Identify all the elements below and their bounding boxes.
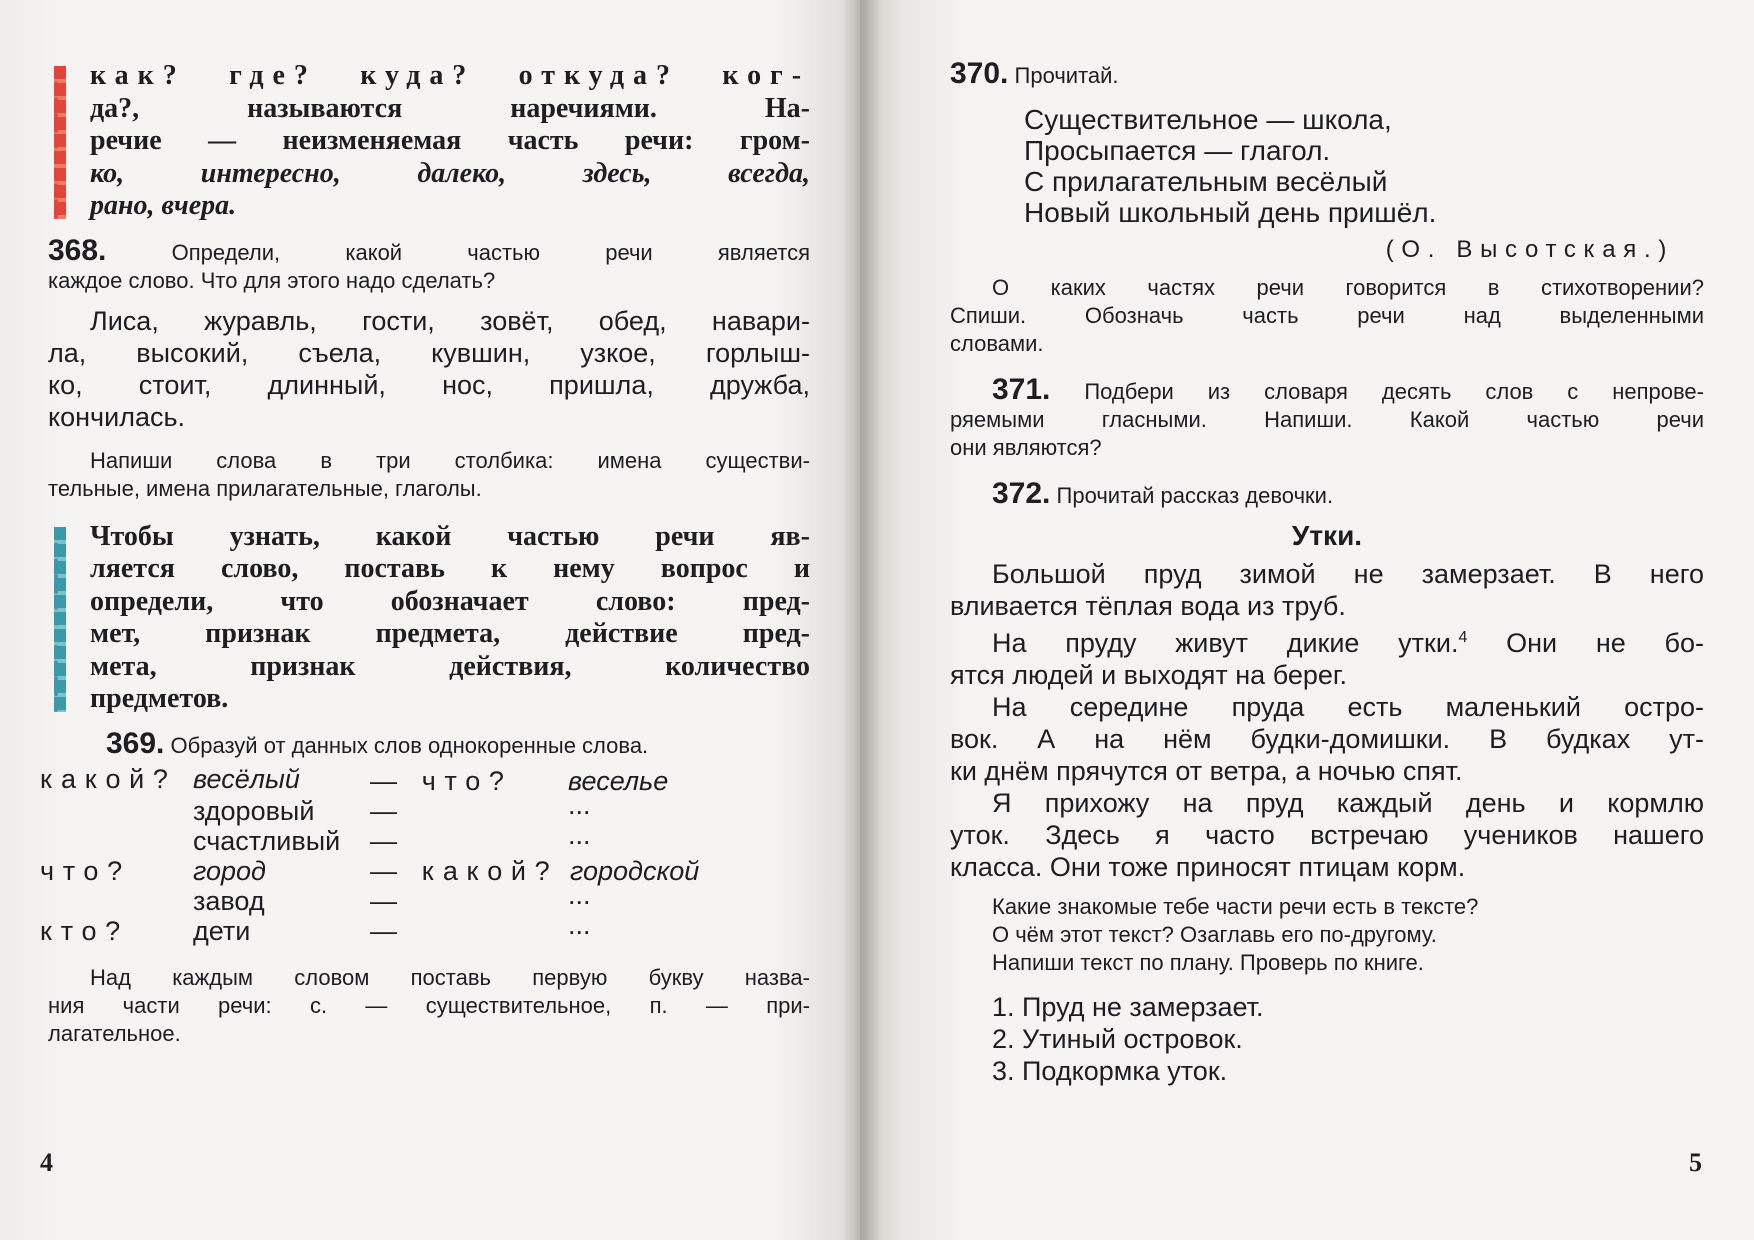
poem-line: Существительное — школа,	[1024, 104, 1392, 135]
story-line: Я прихожу на пруд каждый день и кормлю	[992, 788, 1704, 818]
text-line: Подбери из словаря десять слов с непрове-	[1084, 379, 1704, 404]
adverb-rule-box	[48, 60, 810, 223]
instruction-line: Определи, какой частью речи является	[171, 239, 810, 265]
poem-author: (О. Высотская.)	[1385, 236, 1674, 263]
ellipsis: ...	[568, 909, 591, 940]
question-kakoy: какой?	[40, 763, 177, 794]
word: городской	[570, 855, 700, 886]
text-line: кончилась.	[48, 401, 186, 432]
text-line: ряемыми гласными. Напиши. Какой частью речи	[950, 407, 1704, 432]
text-line: ко, стоит, длинный, нос, пришла, дружба,	[48, 369, 810, 400]
story-line: На пруду живут дикие утки.	[992, 628, 1459, 658]
story-line: вливается тёплая вода из труб.	[950, 591, 1346, 621]
task-line: Напиши слова в три столбика: имена существи-	[90, 447, 810, 473]
rule-line: мета, признак действия, количество	[90, 650, 810, 682]
story-line: ятся людей и выходят на берег.	[950, 660, 1347, 690]
exercise-number: 369.	[106, 726, 165, 760]
word: город	[193, 855, 266, 886]
exercise-number: 370.	[950, 57, 1009, 90]
exercise-369	[40, 726, 810, 1048]
exercise-number: 372.	[992, 477, 1051, 510]
word-table	[40, 763, 810, 1004]
question-kto: кто?	[40, 915, 129, 946]
text-line: они являются?	[950, 435, 1102, 460]
rule-line: ляется слово, поставь к нему вопрос и	[90, 553, 810, 584]
page-number-right: 5	[1689, 1148, 1702, 1177]
task-line: тельные, имена прилагательные, глаголы.	[48, 475, 482, 501]
task-line: ния части речи: с. — существительное, п. — при-	[48, 992, 810, 1018]
story-plan	[992, 991, 1704, 1087]
rule-line: Чтобы узнать, какой частью речи яв-	[90, 520, 810, 552]
instruction: Прочитай.	[1014, 63, 1119, 88]
dash: —	[370, 915, 397, 946]
task-line: словами.	[950, 331, 1044, 356]
rule-line: ко, интересно, далеко, здесь, всегда,	[90, 157, 810, 189]
story-line: ки днём прячутся от ветра, а ночью спят.	[950, 756, 1463, 786]
plan-item: 2. Утиный островок.	[992, 1024, 1243, 1054]
dash: —	[370, 795, 397, 826]
word: счастливый	[193, 825, 341, 856]
text-line: ла, высокий, съела, кувшин, узкое, горлыш-	[48, 337, 810, 368]
poem-line: С прилагательным весёлый	[1024, 166, 1388, 197]
story-line: вок. А на нём будки-домишки. В будках ут-	[950, 724, 1704, 754]
story-title: Утки.	[1291, 520, 1363, 551]
ellipsis: ...	[568, 879, 591, 910]
exercise-370	[950, 57, 1704, 358]
exercise-number: 371.	[992, 373, 1051, 406]
dash-question: — какой?	[370, 855, 559, 886]
story-line: На середине пруда есть маленький остро-	[992, 692, 1704, 722]
task-line: Какие знакомые тебе части речи есть в тексте?	[992, 894, 1479, 919]
story-line: класса. Они тоже приносят птицам корм.	[950, 852, 1466, 882]
rule-line: речие — неизменяемая часть речи: гром-	[90, 125, 810, 156]
ellipsis: ...	[568, 819, 591, 850]
right-page	[860, 0, 1754, 1240]
word: дети	[193, 915, 251, 946]
plan-item: 3. Подкормка уток.	[992, 1056, 1228, 1086]
story-line: уток. Здесь я часто встречаю учеников нашего	[950, 820, 1704, 850]
instruction-line: каждое слово. Что для этого надо сделать?	[48, 267, 496, 293]
text-line: Лиса, журавль, гости, зовёт, обед, навари-	[90, 305, 810, 336]
left-page	[0, 0, 860, 1240]
exercise-number: 368.	[48, 233, 107, 267]
book-gutter-shadow	[842, 0, 882, 1240]
poem	[1024, 104, 1704, 228]
page-number-left: 4	[40, 1148, 53, 1177]
task-line: О каких частях речи говорится в стихотворении?	[992, 275, 1704, 300]
exercise-371	[950, 373, 1704, 462]
word: весёлый	[193, 763, 300, 794]
rule-line: предметов.	[90, 683, 229, 714]
task-line: Спиши. Обозначь часть речи над выделенными	[950, 303, 1704, 328]
poem-line: Новый школьный день пришёл.	[1024, 197, 1437, 228]
exercise-372	[950, 477, 1704, 1087]
story-line: Большой пруд зимой не замерзает. В него	[992, 559, 1704, 589]
instruction: Образуй от данных слов однокоренные слова.	[170, 732, 649, 758]
exercise-368	[48, 233, 810, 503]
dash: —	[370, 885, 397, 916]
red-margin-bar	[54, 66, 66, 219]
rule-line: рано, вчера.	[90, 190, 237, 221]
task-line: Напиши текст по плану. Проверь по книге.	[992, 950, 1424, 975]
footnote-mark: 4	[1458, 629, 1468, 646]
ellipsis: ...	[568, 789, 591, 820]
dash: —	[370, 825, 397, 856]
parts-of-speech-rule-box	[48, 521, 810, 716]
question-chto: что?	[40, 855, 131, 886]
rule-line: определи, что обозначает слово: пред-	[90, 585, 810, 617]
word: завод	[193, 885, 265, 916]
teal-margin-bar	[54, 527, 66, 712]
dash-question: — что?	[370, 765, 513, 796]
plan-item: 1. Пруд не замерзает.	[992, 992, 1264, 1022]
task-line: лагательное.	[48, 1020, 181, 1046]
poem-line: Просыпается — глагол.	[1024, 135, 1331, 166]
story-line: Они не бо-	[1506, 628, 1704, 658]
task-line: О чём этот текст? Озаглавь его по-другому.	[992, 922, 1437, 947]
instruction: Прочитай рассказ девочки.	[1056, 483, 1334, 508]
word: веселье	[568, 765, 669, 796]
word: здоровый	[193, 795, 315, 826]
rule-line: да?, называются наречиями. На-	[90, 92, 810, 124]
rule-line: мет, признак предмета, действие пред-	[90, 618, 810, 649]
task-line: Над каждым словом поставь первую букву назва-	[90, 964, 810, 990]
rule-line: как? где? куда? откуда? ког-	[90, 60, 810, 91]
